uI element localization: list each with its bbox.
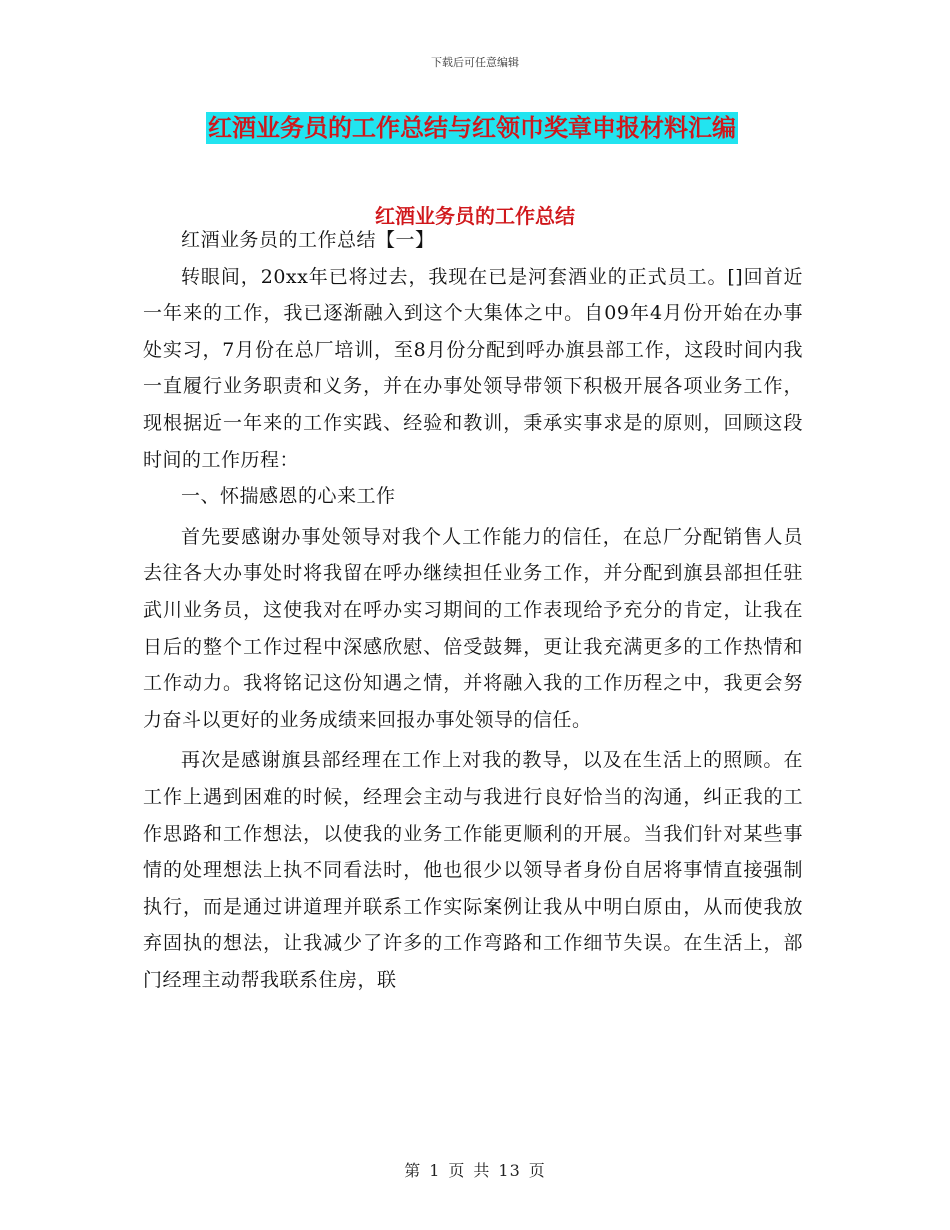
body-paragraph-3: 再次是感谢旗县部经理在工作上对我的教导，以及在生活上的照顾。在工作上遇到困难的时候，经理会主动与我进行良好恰当的沟通，纠正我的工作思路和工作想法，以使我的业务工作能更顺利的开展。当我们针对某些事情的处理想法上执不同看法时，他也很少以领导者身份自居将事情直接强制执行，而是通过讲道理并联系工作实际案例让我从中明白原由，从而使我放弃固执的想法，让我减少了许多的工作弯路和工作细节失误。在生活上，部门经理主动帮我联系住房，联 [143, 749, 803, 991]
footer-total-unit: 页 [528, 1161, 546, 1180]
subheading-paragraph-2: 一、怀揣感恩的心来工作 [181, 485, 396, 508]
footer-total-pages: 13 [498, 1161, 521, 1180]
body-paragraph-1: 转眼间，20xx年已将过去，我现在已是河套酒业的正式员工。[]回首近一年来的工作，我已逐渐融入到这个大集体之中。自09年4月份开始在办事处实习，7月份在总厂培训，至8月份分配到呼办旗县部工作，这段时间内我一直履行业务职责和义务，并在办事处领导带领下积极开展各项业务工作，现根据近一年来的工作实践、经验和教训，秉承实事求是的原则，回顾这段时间的工作历程： [143, 265, 803, 471]
body-paragraph-2: 首先要感谢办事处领导对我个人工作能力的信任，在总厂分配销售人员去往各大办事处时将我留在呼办继续担任业务工作，并分配到旗县部担任驻武川业务员，这使我对在呼办实习期间的工作表现给予充分的肯定，让我在日后的整个工作过程中深感欣慰、倍受鼓舞，更让我充满更多的工作热情和工作动力。我将铭记这份知遇之情，并将融入我的工作历程之中，我更会努力奋斗以更好的业务成绩来回报办事处领导的信任。 [143, 525, 803, 731]
footer-total-label: 共 [473, 1161, 491, 1180]
page-footer [0, 1158, 950, 1181]
section-title: 红酒业务员的工作总结 [375, 204, 575, 228]
document-main-title: 红酒业务员的工作总结与红领巾奖章申报材料汇编 [208, 114, 736, 142]
footer-page-number: 1 [429, 1161, 441, 1180]
header-note: 下载后可任意编辑 [431, 56, 519, 69]
footer-page-label: 第 [404, 1161, 422, 1180]
footer-page-unit: 页 [448, 1161, 466, 1180]
document-body [143, 222, 803, 998]
subheading-paragraph: 红酒业务员的工作总结【一】 [181, 229, 435, 251]
